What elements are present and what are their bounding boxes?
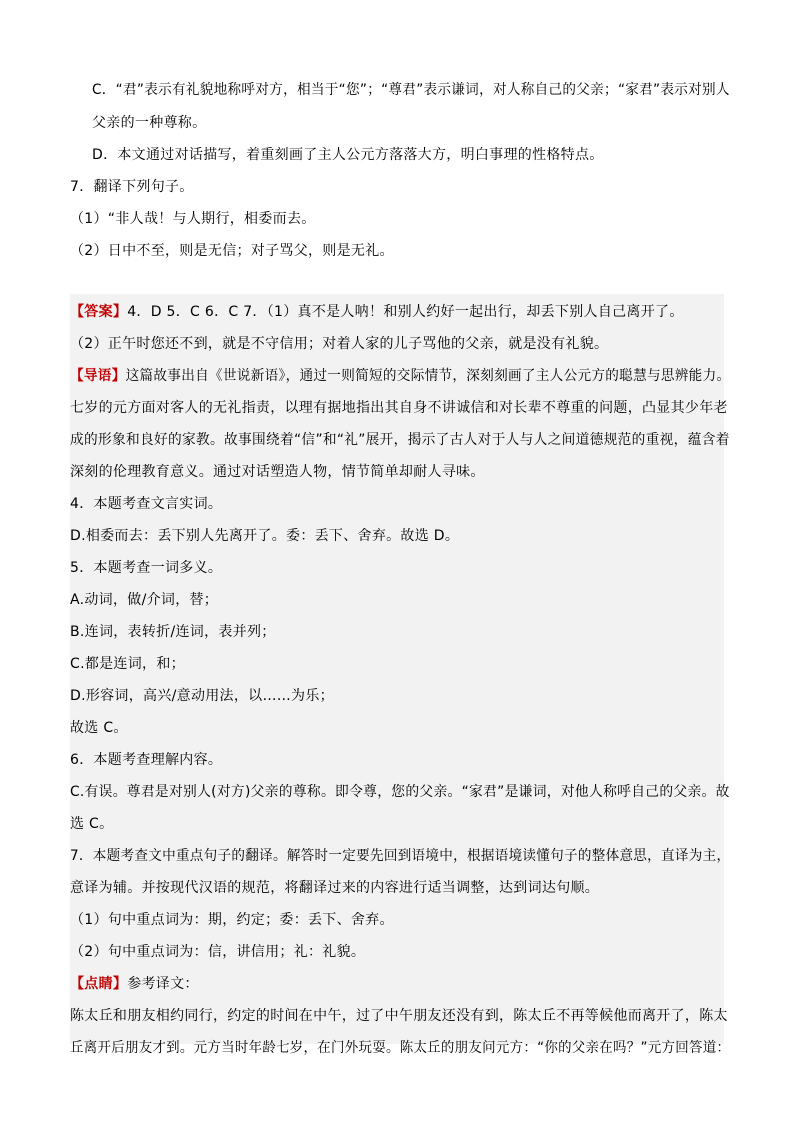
answer-line1	[70, 302, 684, 322]
guide-tag: 【导语】	[70, 368, 126, 384]
q7-key2: （2）句中重点词为：信，讲信用；礼：礼貌。	[70, 944, 366, 960]
option-c-line2: 父亲的一种尊称。	[92, 115, 207, 131]
guide-line4: 深刻的伦理教育意义。通过对话塑造人物，情节简单却耐人寻味。	[70, 464, 485, 480]
q4-title: 4．本题考查文言实词。	[70, 496, 223, 512]
q6-line2: 选 C。	[70, 816, 114, 832]
q7-key1: （1）句中重点词为：期，约定；委：丢下、舍弃。	[70, 912, 394, 928]
q5-d: D.形容词，高兴/意动用法，以……为乐；	[70, 688, 334, 704]
point-line	[70, 974, 199, 994]
answer-text: 4．D 5．C 6．C 7．（1）真不是人呐！和别人约好一起出行，却丢下别人自己离开了。	[127, 304, 684, 320]
q5-choose: 故选 C。	[70, 720, 128, 736]
q6-line1: C.有误。尊君是对别人(对方)父亲的尊称。即令尊，您的父亲。“家君”是谦词，对他人称呼自己的父亲。故	[70, 784, 730, 800]
option-c-line1: C．“君”表示有礼貌地称呼对方，相当于“您”；“尊君”表示谦词，对人称自己的父亲；“家君”表示对别人	[92, 82, 730, 98]
q7-title-line1: 7．本题考查文中重点句子的翻译。解答时一定要先回到语境中，根据语境读懂句子的整体意思，直译为主，	[70, 848, 731, 864]
q7-item1: （1）“非人哉！与人期行，相委而去。	[70, 211, 316, 227]
q5-b: B.连词，表转折/连词，表并列；	[70, 624, 276, 640]
q5-title: 5．本题考查一词多义。	[70, 560, 223, 576]
q7-item2: （2）日中不至，则是无信；对子骂父，则是无礼。	[70, 243, 394, 259]
point-tag: 【点睛】	[70, 976, 128, 992]
q5-c: C.都是连词，和；	[70, 656, 185, 672]
q7-prompt: 7．翻译下列句子。	[70, 179, 194, 195]
guide-line1	[70, 366, 730, 386]
translation-line2: 丘离开后朋友才到。元方当时年龄七岁，在门外玩耍。陈太丘的朋友问元方：“你的父亲在吗？”元方回答道：	[70, 1040, 731, 1056]
point-text: 参考译文：	[127, 976, 199, 992]
guide-text: 这篇故事出自《世说新语》，通过一则简短的交际情节，深刻刻画了主人公元方的聪慧与思辨能力。	[125, 368, 731, 384]
translation-line1: 陈太丘和朋友相约同行，约定的时间在中午，过了中午朋友还没有到，陈太丘不再等候他而离开了，陈太	[70, 1008, 728, 1024]
answer-tag: 【答案】	[70, 304, 128, 320]
q5-a: A.动词，做/介词，替；	[70, 592, 219, 608]
q6-title: 6．本题考查理解内容。	[70, 752, 223, 768]
option-d: D．本文通过对话描写，着重刻画了主人公元方落落大方，明白事理的性格特点。	[92, 147, 604, 163]
answer-line2: （2）正午时您还不到，就是不守信用；对着人家的儿子骂他的父亲，就是没有礼貌。	[70, 336, 609, 352]
guide-line3: 成的形象和良好的家教。故事围绕着“信”和“礼”展开，揭示了古人对于人与人之间道德规范的重视，蕴含着	[70, 432, 730, 448]
q7-title-line2: 意译为辅。并按现代汉语的规范，将翻译过来的内容进行适当调整，达到词达句顺。	[70, 880, 600, 896]
guide-line2: 七岁的元方面对客人的无礼指责，以理有据地指出其自身不讲诚信和对长辈不尊重的问题，凸显其少年老	[70, 400, 728, 416]
q4-text: D.相委而去：丢下别人先离开了。委：丢下、舍弃。故选 D。	[70, 528, 460, 544]
